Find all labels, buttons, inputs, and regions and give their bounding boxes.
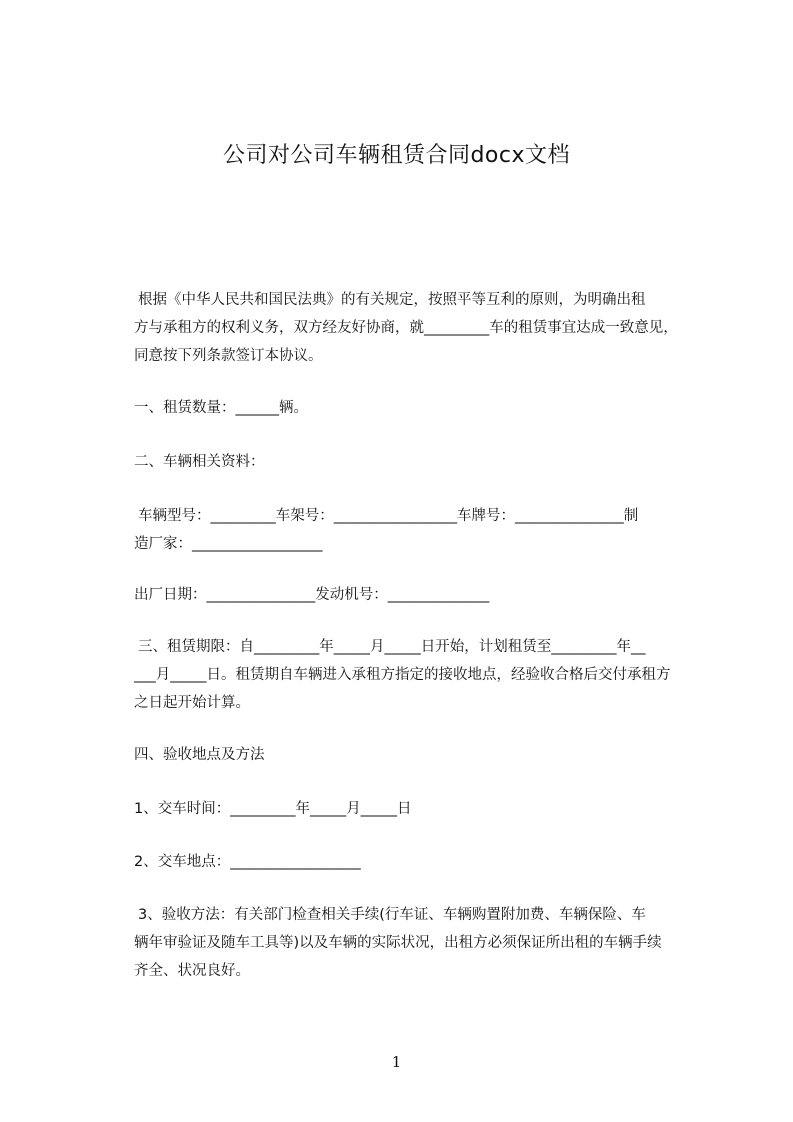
factory-date-engine-number: 出厂日期：_______________发动机号：______________ <box>134 587 490 603</box>
page-number: 1 <box>391 1053 402 1071</box>
intro-line-3: 同意按下列条款签订本协议。 <box>134 348 323 364</box>
acceptance-method-line-2: 辆年审验证及随车工具等)以及车辆的实际状况，出租方必须保证所出租的车辆手续 <box>134 935 662 951</box>
intro-line-2: 方与承租方的权利义务，双方经友好协商，就_________车的租赁事宜达成一致意见， <box>134 320 678 336</box>
document-title: 公司对公司车辆租赁合同docx文档 <box>222 143 571 168</box>
section-rental-quantity: 一、租赁数量：______辆。 <box>134 400 308 416</box>
intro-line-1: 根据《中华人民共和国民法典》的有关规定，按照平等互利的原则，为明确出租 <box>138 292 646 308</box>
delivery-time: 1、交车时间：_________年_____月_____日 <box>134 801 412 817</box>
acceptance-method-line-3: 齐全、状况良好。 <box>134 963 250 979</box>
acceptance-method-line-1: 3、验收方法：有关部门检查相关手续(行车证、车辆购置附加费、车辆保险、车 <box>138 907 646 923</box>
vehicle-info-line-2: 造厂家：__________________ <box>134 536 323 552</box>
lease-term-line-2: ___月_____日。租赁期自车辆进入承租方指定的接收地点，经验收合格后交付承租方 <box>134 667 671 683</box>
section-vehicle-info-heading: 二、车辆相关资料： <box>134 454 265 470</box>
vehicle-info-line-1: 车辆型号：_________车架号：_________________车牌号：_______________制 <box>138 508 639 524</box>
lease-term-line-3: 之日起开始计算。 <box>134 695 250 711</box>
lease-term-line-1: 三、租赁期限：自_________年_____月_____日开始，计划租赁至_________年__ <box>138 639 646 655</box>
section-acceptance-heading: 四、验收地点及方法 <box>134 747 265 763</box>
delivery-location: 2、交车地点：__________________ <box>134 854 361 870</box>
